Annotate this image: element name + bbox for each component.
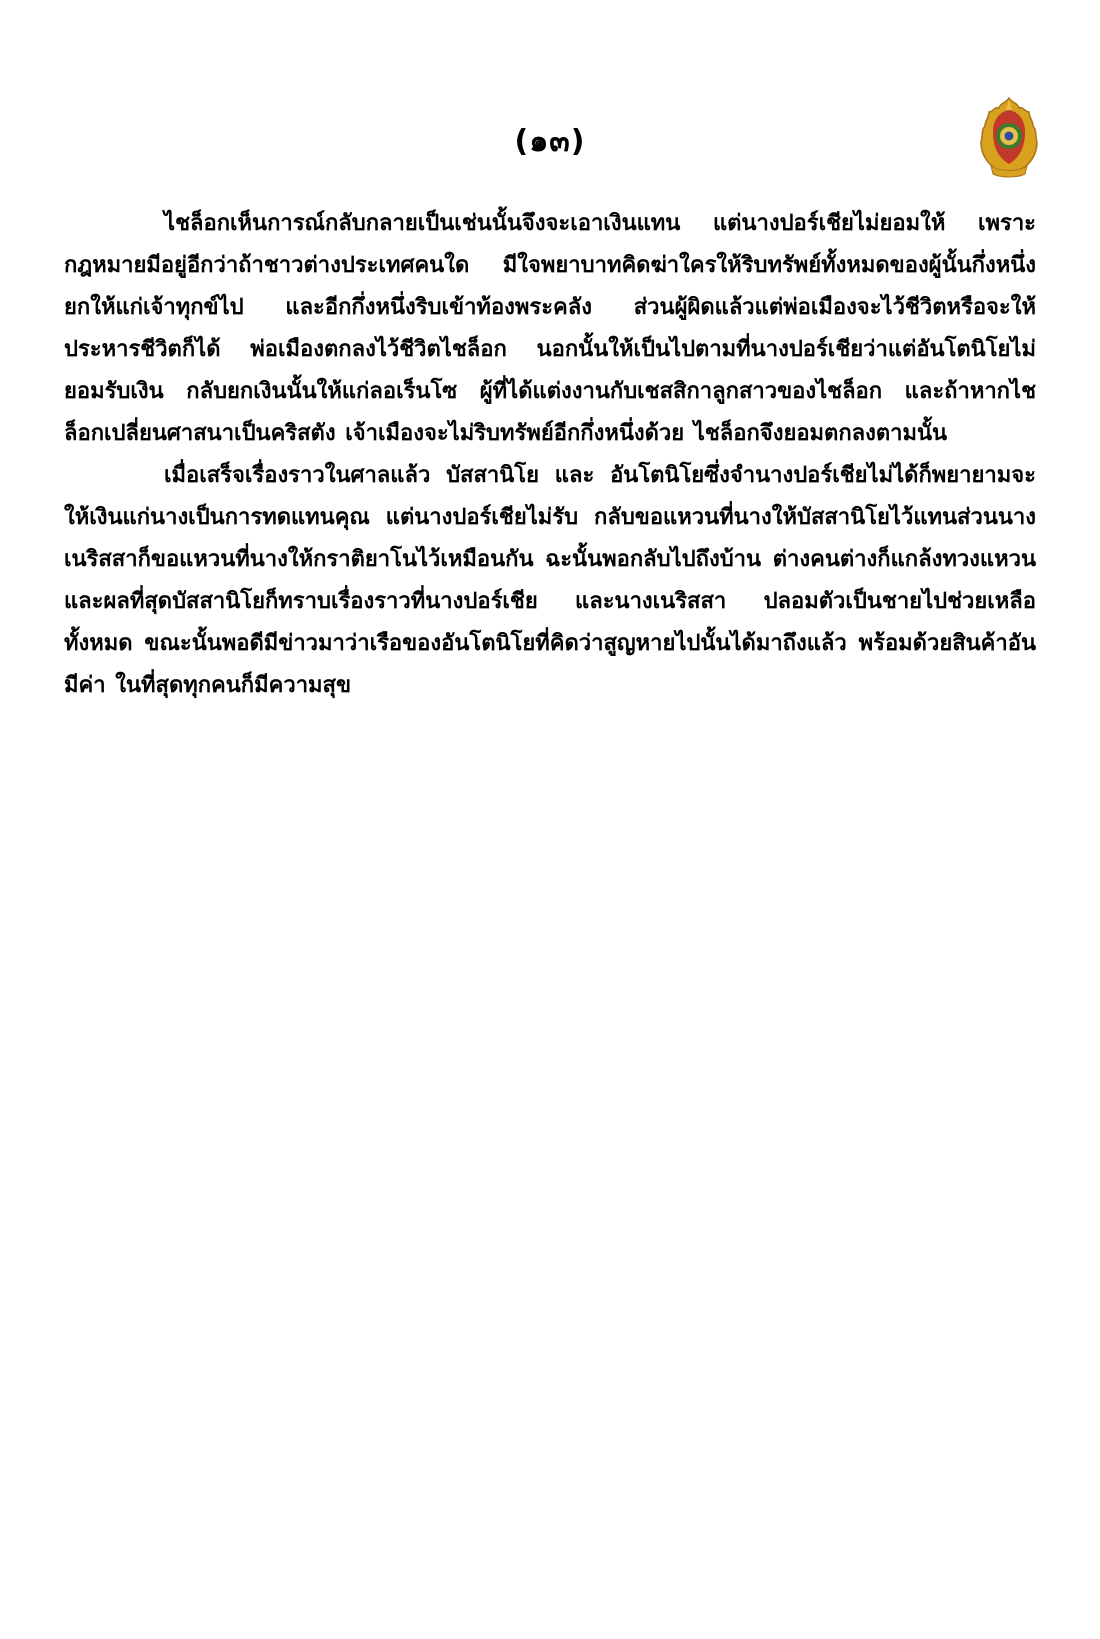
paragraph-1: ไชล็อกเห็นการณ์กลับกลายเป็นเช่นนั้นจึงจะเอาเงินแทน แต่นางปอร์เชียไม่ยอมให้ เพราะกฎหมายมีอยู่อีกว่าถ้าชาวต่างประเทศคนใด มีใจพยาบาทคิดฆ่าใครให้ริบทรัพย์ทั้งหมดของผู้นั้นกึ่งหนึ่งยกให้แก่เจ้าทุกข์ไป และอีกกึ่งหนึ่งริบเข้าท้องพระคลัง ส่วนผู้ผิดแล้วแต่พ่อเมืองจะไว้ชีวิตหรือจะให้ประหารชีวิตก็ได้ พ่อเมืองตกลงไว้ชีวิตไชล็อก นอกนั้นให้เป็นไปตามที่นางปอร์เชียว่าแต่อันโตนิโยไม่ยอมรับเงิน กลับยกเงินนั้นให้แก่ลอเร็นโซ ผู้ที่ได้แต่งงานกับเชสสิกาลูกสาวของไชล็อก และถ้าหากไชล็อกเปลี่ยนศาสนาเป็นคริสตัง เจ้าเมืองจะไม่ริบทรัพย์อีกกึ่งหนึ่งด้วย ไชล็อกจึงยอมตกลงตามนั้น xyxy=(64,211,1036,446)
paragraph-2: เมื่อเสร็จเรื่องราวในศาลแล้ว บัสสานิโย และ อันโตนิโยซึ่งจำนางปอร์เชียไม่ได้ก็พยายามจะให้เงินแก่นางเป็นการทดแทนคุณ แต่นางปอร์เชียไม่รับ กลับขอแหวนที่นางให้บัสสานิโยไว้แทนส่วนนางเนริสสาก็ขอแหวนที่นางให้กราติยาโนไว้เหมือนกัน ฉะนั้นพอกลับไปถึงบ้าน ต่างคนต่างก็แกล้งทวงแหวน และผลที่สุดบัสสานิโยก็ทราบเรื่องราวที่นางปอร์เชีย และนางเนริสสา ปลอมตัวเป็นชายไปช่วยเหลือทั้งหมด ขณะนั้นพอดีมีข่าวมาว่าเรือของอันโตนิโยที่คิดว่าสูญหายไปนั้นได้มาถึงแล้ว พร้อมด้วยสินค้าอันมีค่า ในที่สุดทุกคนก็มีความสุข xyxy=(64,463,1036,698)
body-text xyxy=(64,203,1036,707)
page-number: (๑๓) xyxy=(514,124,586,159)
school-emblem-icon xyxy=(977,96,1041,180)
